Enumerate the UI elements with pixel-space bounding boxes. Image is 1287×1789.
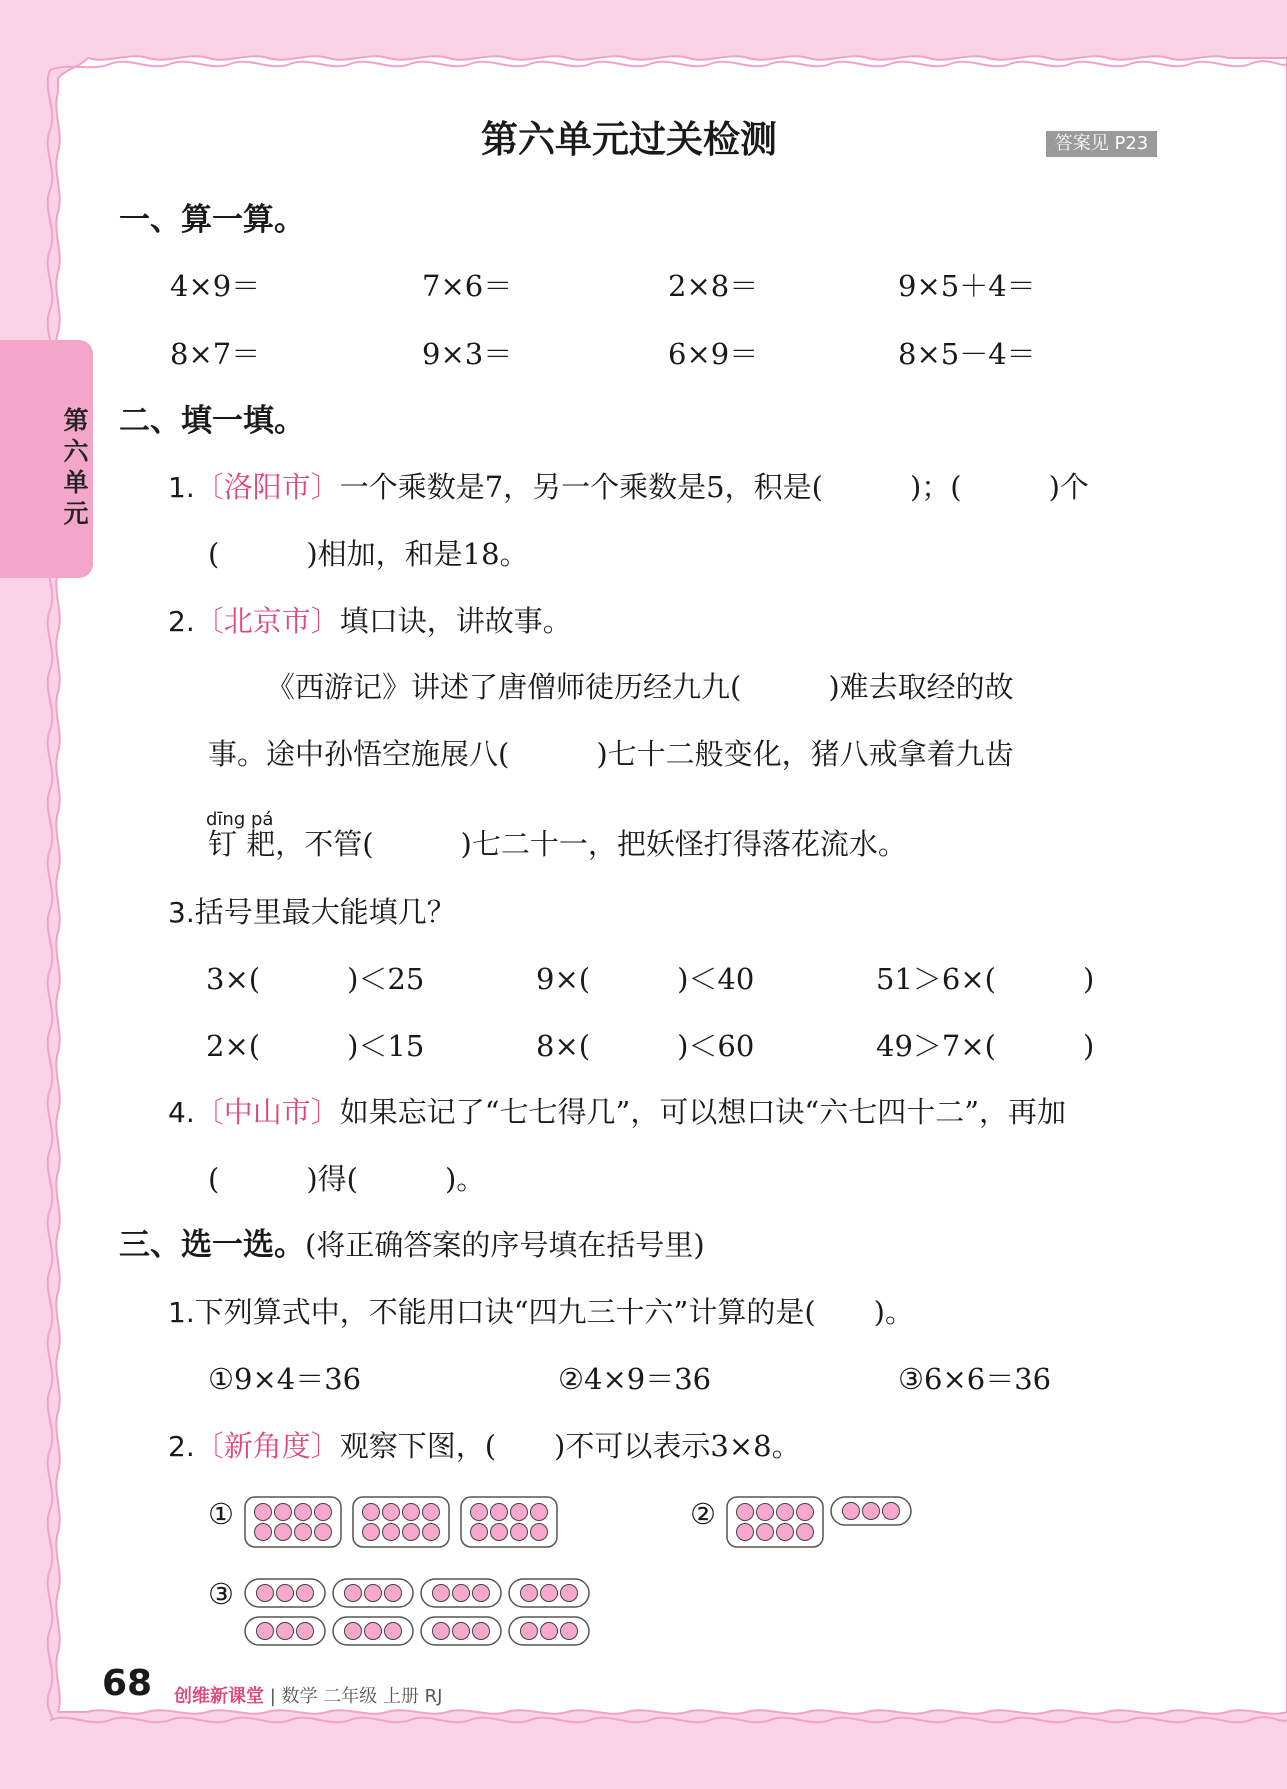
dot: [385, 1585, 402, 1602]
dot: [257, 1623, 274, 1640]
dot: [295, 1524, 312, 1541]
question-number: 3.: [168, 896, 195, 929]
inequality-2: 9×( )＜40: [536, 962, 755, 996]
dot: [797, 1504, 814, 1521]
exercise-8x7: 8×7＝: [170, 337, 261, 371]
footer-text: [174, 1674, 443, 1715]
dot-group: [353, 1497, 449, 1547]
inequality-5: 8×( )＜60: [536, 1029, 755, 1063]
dot-group: [461, 1497, 557, 1547]
question-2-4-line2: ( )得( )。: [208, 1162, 486, 1196]
inequality-1: 3×( )＜25: [206, 962, 425, 996]
dot: [473, 1623, 490, 1640]
dot: [345, 1623, 362, 1640]
exercise-9x5plus4: 9×5＋4＝: [898, 269, 1036, 303]
dot: [295, 1504, 312, 1521]
figure-label-1: ①: [208, 1497, 234, 1531]
dot: [403, 1504, 420, 1521]
page-title: 第六单元过关检测: [481, 118, 777, 161]
dot: [255, 1504, 272, 1521]
question-text: 填口诀，讲故事。: [339, 604, 572, 638]
dot: [383, 1504, 400, 1521]
question-number: 1.: [168, 1296, 195, 1329]
question-number: 1.: [168, 471, 195, 504]
dot: [403, 1524, 420, 1541]
dot-group: [333, 1617, 413, 1645]
section1-heading: 一、算一算。: [119, 202, 305, 238]
dot-group: [421, 1579, 501, 1607]
side-tab-char: 元: [63, 499, 89, 528]
dot: [521, 1623, 538, 1640]
answer-reference-badge: 答案见 P23: [1046, 131, 1157, 157]
question-number: 4.: [168, 1096, 195, 1129]
side-tab-char: 六: [63, 437, 89, 466]
dot: [541, 1585, 558, 1602]
region-tag: 〔新角度〕: [194, 1429, 340, 1463]
pinyin-annotation: dīng pá: [206, 809, 274, 830]
figure-label-3: ③: [208, 1577, 234, 1611]
inequality-4: 2×( )＜15: [206, 1029, 425, 1063]
dot: [345, 1585, 362, 1602]
dot: [297, 1623, 314, 1640]
dot: [531, 1524, 548, 1541]
dot-group: [509, 1617, 589, 1645]
footer-brand: 创维新课堂: [174, 1686, 264, 1707]
footer-separator: |: [264, 1686, 282, 1707]
section3-note: (将正确答案的序号填在括号里): [305, 1228, 705, 1262]
dot: [297, 1585, 314, 1602]
option-1: ①9×4＝36: [208, 1362, 362, 1396]
exercise-2x8: 2×8＝: [668, 269, 759, 303]
dot: [473, 1585, 490, 1602]
side-tab-char: 单: [63, 468, 89, 497]
exercise-4x9: 4×9＝: [170, 269, 261, 303]
dot: [275, 1504, 292, 1521]
dot-group: [245, 1617, 325, 1645]
dot: [363, 1524, 380, 1541]
question-text: 观察下图，( )不可以表示3×8。: [339, 1429, 801, 1463]
footer-info: 数学 二年级 上册 RJ: [281, 1686, 443, 1707]
dot: [365, 1585, 382, 1602]
dot: [433, 1585, 450, 1602]
inequality-3: 51＞6×( ): [876, 962, 1095, 996]
region-tag: 〔北京市〕: [194, 604, 340, 638]
dot: [277, 1623, 294, 1640]
dot: [423, 1524, 440, 1541]
dot: [491, 1524, 508, 1541]
region-tag: 〔洛阳市〕: [194, 470, 340, 504]
page-number: 68: [102, 1663, 153, 1704]
section3-heading: 三、选一选。: [119, 1227, 305, 1263]
figure-label-2: ②: [690, 1497, 716, 1531]
dot: [471, 1524, 488, 1541]
dot: [491, 1504, 508, 1521]
dot-group: [245, 1579, 325, 1607]
dot: [385, 1623, 402, 1640]
region-tag: 〔中山市〕: [194, 1095, 340, 1129]
exercise-6x9: 6×9＝: [668, 337, 759, 371]
dot: [777, 1504, 794, 1521]
dot-group: [727, 1497, 823, 1547]
option-2: ②4×9＝36: [558, 1362, 712, 1396]
dot: [255, 1524, 272, 1541]
question-text: 下列算式中，不能用口诀“四九三十六”计算的是( )。: [194, 1295, 914, 1329]
dot: [561, 1623, 578, 1640]
dot: [737, 1524, 754, 1541]
dot: [797, 1524, 814, 1541]
dot: [257, 1585, 274, 1602]
question-text: 括号里最大能填几？: [194, 895, 456, 929]
dot: [315, 1504, 332, 1521]
story-line-1: 《西游记》讲述了唐僧师徒历经九九( )难去取经的故: [266, 670, 1014, 704]
option-3: ③6×6＝36: [898, 1362, 1052, 1396]
dot: [777, 1524, 794, 1541]
story-line-3: 钉 耙，不管( )七二十一，把妖怪打得落花流水。: [208, 827, 907, 861]
exercise-7x6: 7×6＝: [422, 269, 513, 303]
dot: [531, 1504, 548, 1521]
question-text: 一个乘数是7，另一个乘数是5，积是( )；( )个: [339, 470, 1089, 504]
dot: [365, 1623, 382, 1640]
dot: [433, 1623, 450, 1640]
dot: [511, 1524, 528, 1541]
dot: [423, 1504, 440, 1521]
dot: [541, 1623, 558, 1640]
dot: [843, 1503, 860, 1520]
dot: [737, 1504, 754, 1521]
dot: [863, 1503, 880, 1520]
dot: [883, 1503, 900, 1520]
dot: [383, 1524, 400, 1541]
dot: [315, 1524, 332, 1541]
dot: [453, 1623, 470, 1640]
dot-group: [509, 1579, 589, 1607]
question-number: 2.: [168, 605, 195, 638]
dot: [453, 1585, 470, 1602]
dot-group: [421, 1617, 501, 1645]
dot: [471, 1504, 488, 1521]
dot: [511, 1504, 528, 1521]
dot: [757, 1524, 774, 1541]
dot: [277, 1585, 294, 1602]
dot: [521, 1585, 538, 1602]
dot: [561, 1585, 578, 1602]
inequality-6: 49＞7×( ): [876, 1029, 1095, 1063]
section2-heading: 二、填一填。: [119, 403, 305, 439]
exercise-8x5minus4: 8×5－4＝: [898, 337, 1036, 371]
dot: [363, 1504, 380, 1521]
story-line-2: 事。途中孙悟空施展八( )七十二般变化，猪八戒拿着九齿: [208, 737, 1014, 771]
side-tab-char: 第: [63, 406, 89, 435]
dot-group: [245, 1497, 341, 1547]
exercise-9x3: 9×3＝: [422, 337, 513, 371]
question-2-1-line2: ( )相加，和是18。: [208, 537, 529, 571]
question-text: 如果忘记了“七七得几”，可以想口诀“六七四十二”，再加: [339, 1095, 1067, 1129]
dot-group: [333, 1579, 413, 1607]
question-number: 2.: [168, 1430, 195, 1463]
dot-group: [831, 1497, 911, 1525]
dot: [757, 1504, 774, 1521]
dot: [275, 1524, 292, 1541]
